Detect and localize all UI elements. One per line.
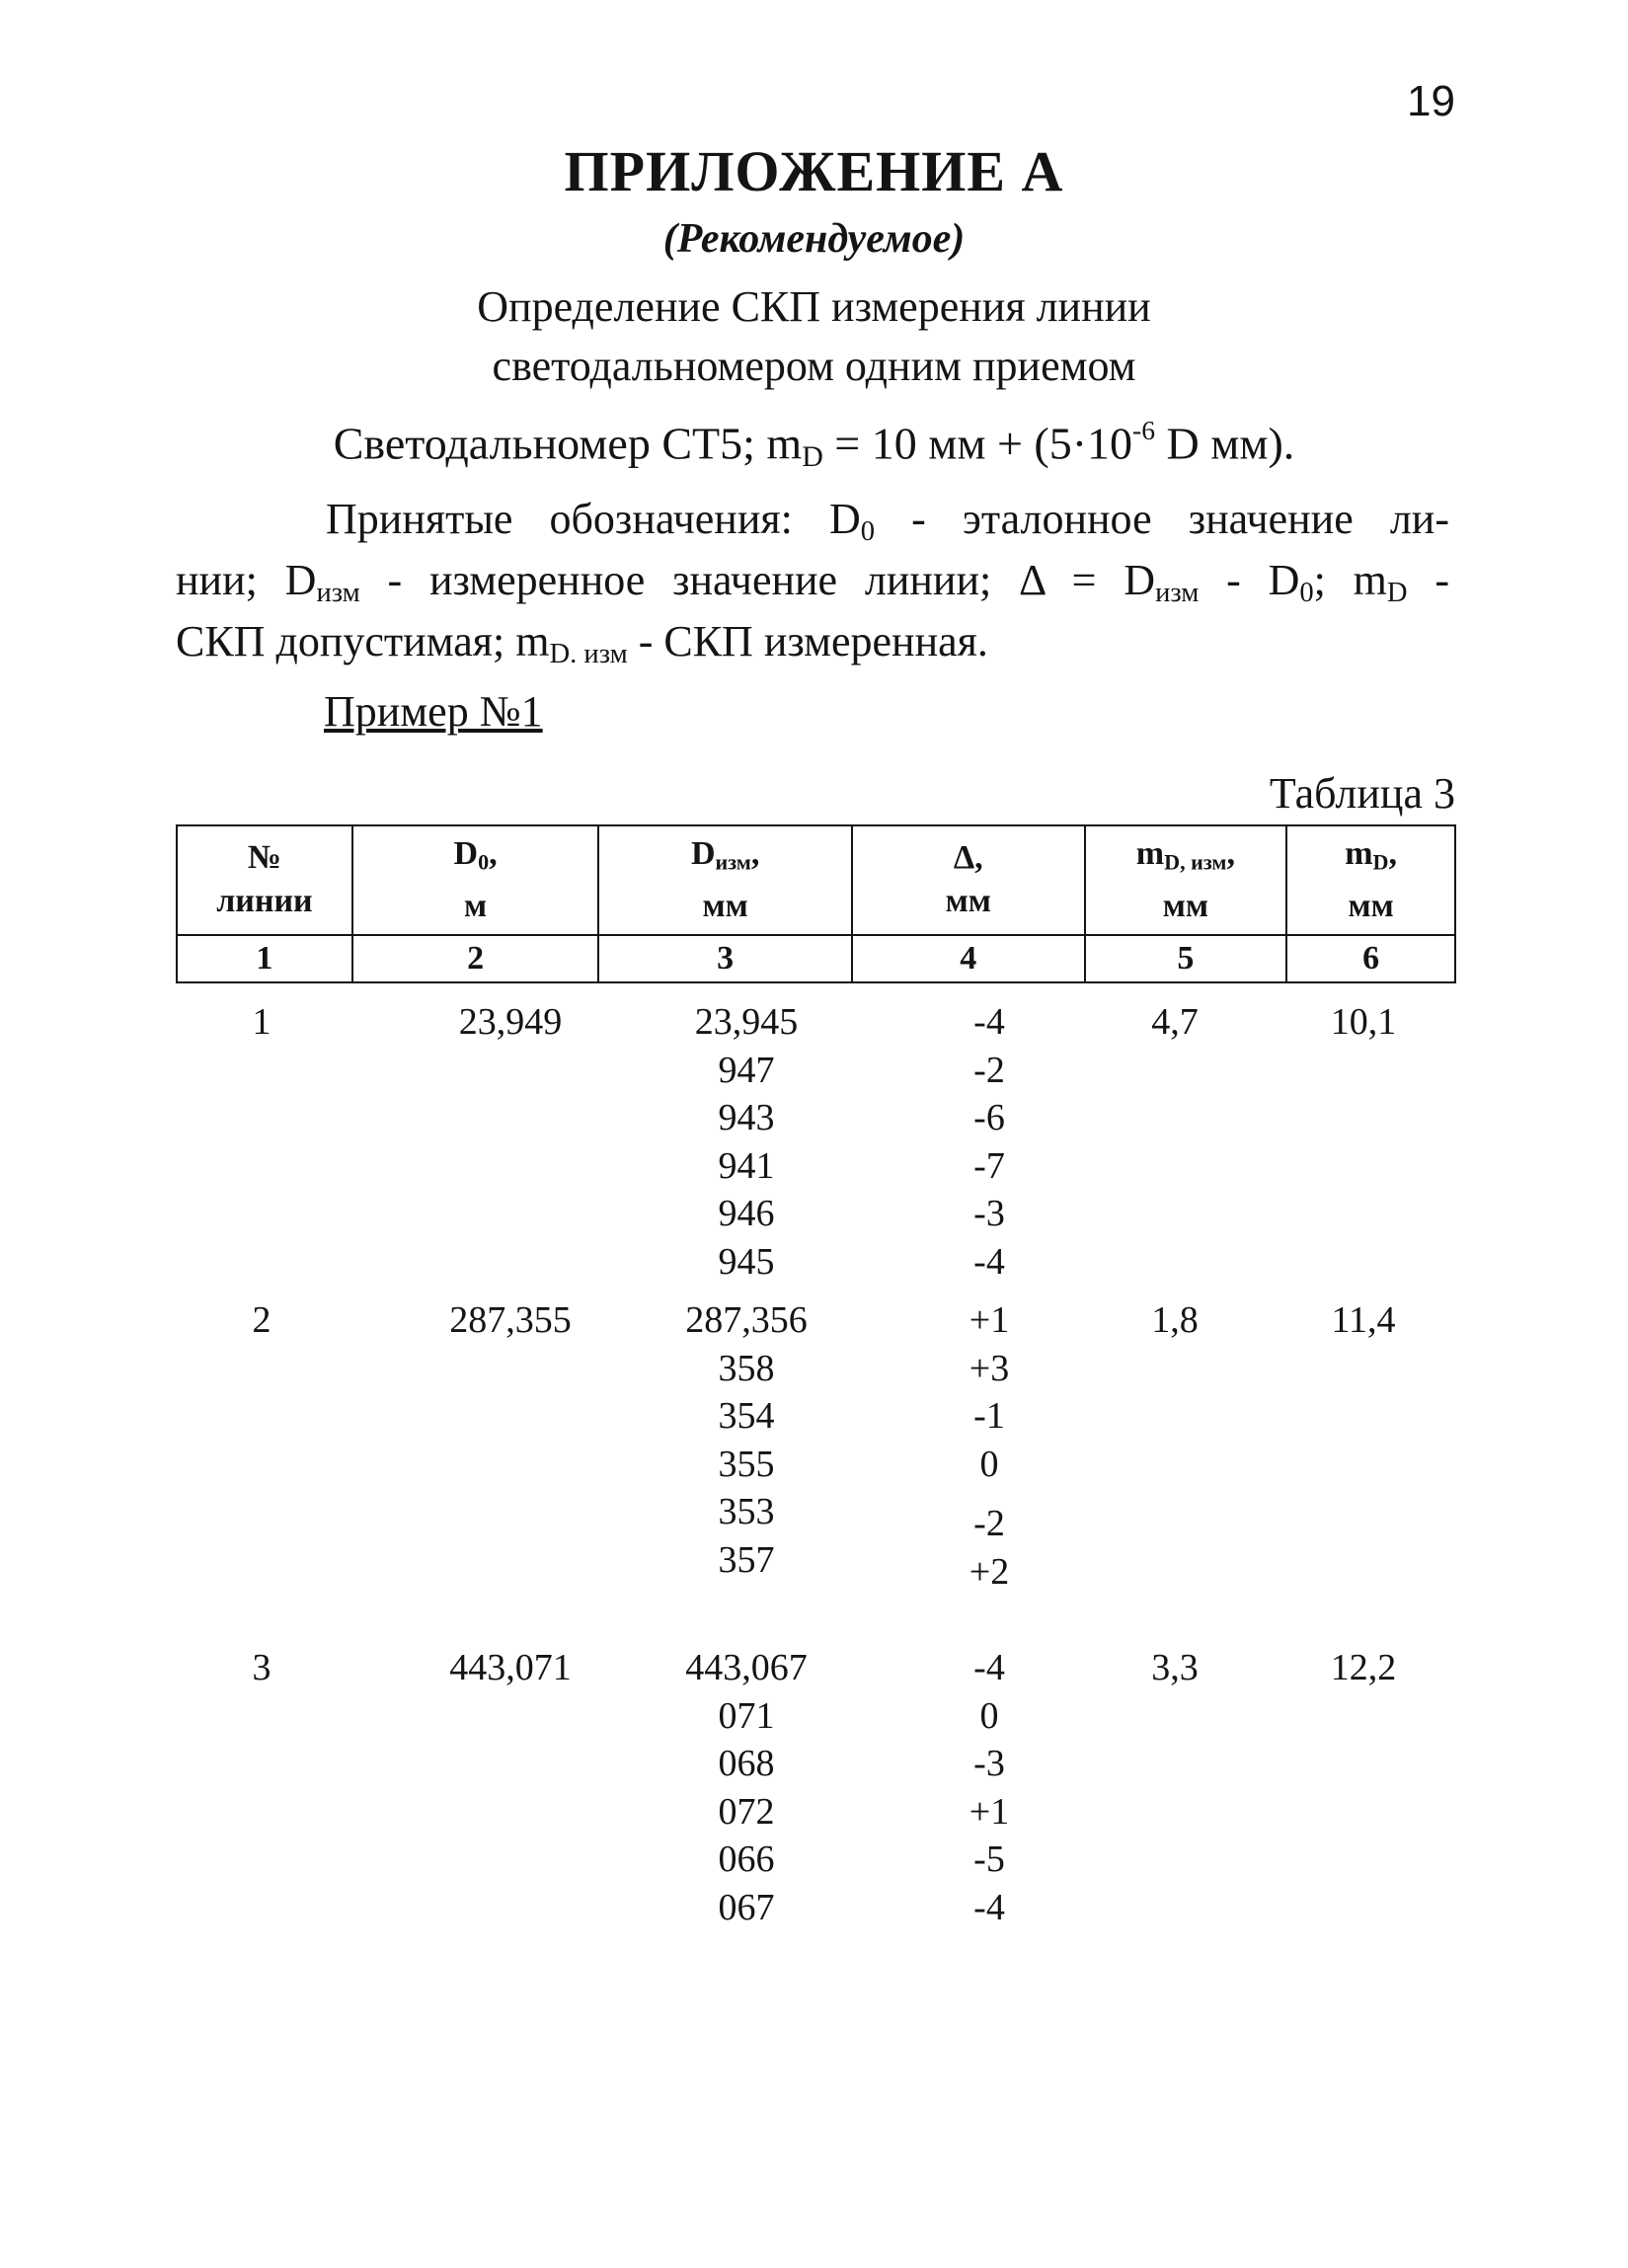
m-dop-cell: 10,1 [1330,1001,1397,1043]
table-header-row [177,825,1455,935]
notation-text: - СКП измеренная. [627,617,988,665]
delta-cell: -1 [973,1395,1005,1437]
formula-mid: = 10 мм + (5·10 [822,418,1133,469]
delta-cell: 0 [979,1443,999,1485]
delta-cell: -4 [973,1647,1005,1688]
formula-suffix: D мм). [1155,418,1295,469]
page-number: 19 [1407,77,1455,125]
header-top: , [1388,835,1397,872]
example-label: Пример №1 [324,687,543,736]
d-izm-cell: 23,945 [694,1001,799,1043]
notation-text: СКП допустимая; m [176,617,550,665]
d-izm-cell: 067 [718,1886,775,1928]
d-izm-cell: 945 [718,1240,775,1283]
notation-sub: D. изм [549,639,628,670]
header-m-dop [1286,825,1455,935]
d-izm-cell: 947 [718,1049,775,1091]
header-d-izm [598,825,852,935]
column-number: 2 [352,935,599,982]
section-heading-line1: Определение СКП измерения линии [477,282,1151,331]
m-izm-cell: 4,7 [1151,1001,1199,1043]
page-title: ПРИЛОЖЕНИЕ А [564,139,1064,203]
notation-line3 [176,611,1449,685]
formula-sup: -6 [1132,415,1156,445]
formula-sub: D [802,439,823,473]
column-number: 6 [1286,935,1455,982]
d-izm-cell: 443,067 [685,1647,808,1688]
delta-cell: +1 [969,1790,1010,1833]
d-izm-cell: 072 [718,1790,775,1833]
notation-text: - D [1199,556,1300,604]
notation-text: - эталонное значение ли- [875,495,1450,543]
header-sub: изм [715,849,751,875]
notation-text: Принятые обозначения: D [326,495,861,543]
d-izm-cell: 354 [718,1395,775,1437]
d-izm-cell: 941 [718,1144,775,1187]
header-bottom: линии [216,883,313,920]
column-number: 3 [598,935,852,982]
header-d0 [352,825,599,935]
d0-cell: 287,355 [449,1299,572,1341]
notation-sub: 0 [860,516,876,548]
header-top: m [1345,835,1373,872]
d-izm-cell: 071 [718,1694,775,1737]
d-izm-cell: 068 [718,1743,775,1784]
table-caption: Таблица 3 [1269,769,1455,818]
header-top: m [1135,835,1165,872]
line-number-cell: 3 [252,1647,271,1688]
notation-sub: D [1386,578,1408,609]
notation-sub: изм [1155,578,1200,609]
d-izm-cell: 287,356 [685,1299,808,1341]
m-dop-cell: 12,2 [1330,1647,1397,1688]
formula-prefix: Светодальномер СТ5; m [333,418,803,469]
delta-cell: -7 [973,1144,1005,1187]
m-dop-cell: 11,4 [1331,1299,1396,1341]
d-izm-cell: 066 [718,1838,775,1880]
header-top: , [489,835,498,872]
section-heading-line2: светодальномером одним приемом [492,342,1136,390]
delta-cell: -3 [973,1193,1005,1234]
notation-text: - [1407,556,1450,604]
header-top: , [1226,835,1235,872]
delta-cell: -5 [973,1838,1005,1880]
d-izm-cell: 946 [718,1193,775,1234]
d-izm-cell: 943 [718,1097,775,1138]
header-sub: 0 [478,849,490,875]
header-bottom: мм [945,883,991,920]
d-izm-cell: 358 [718,1347,775,1389]
delta-cell: 0 [979,1694,999,1737]
header-top: D [453,835,479,872]
measurement-table [176,824,1456,983]
header-sub: D [1372,849,1389,875]
header-bottom: мм [1348,887,1394,924]
delta-cell: +2 [969,1550,1010,1593]
d-izm-cell: 357 [718,1538,775,1581]
header-m-izm [1085,825,1287,935]
column-number-row [177,935,1455,982]
d0-cell: 443,071 [449,1647,572,1688]
header-sub: D, изм [1164,849,1227,875]
column-number: 5 [1085,935,1287,982]
column-number: 1 [177,935,352,982]
m-izm-cell: 3,3 [1151,1647,1199,1688]
notation-text: ; m [1313,556,1387,604]
header-top: D [690,835,716,872]
header-top: № [247,839,281,877]
delta-cell: +1 [969,1299,1010,1341]
line-number-cell: 2 [252,1299,271,1341]
page-subtitle: (Рекомендуемое) [662,216,966,262]
header-bottom: мм [1162,887,1209,924]
formula-line [0,415,1628,474]
delta-cell: -2 [973,1049,1005,1091]
notation-text: нии; D [176,556,317,604]
notation-sub: изм [316,578,360,609]
delta-cell: -4 [973,1886,1005,1928]
delta-cell: -2 [973,1503,1005,1544]
header-top: Δ, [953,839,983,877]
header-delta [852,825,1085,935]
header-bottom: мм [702,887,748,924]
delta-cell: -3 [973,1743,1005,1784]
d0-cell: 23,949 [458,1001,563,1043]
delta-cell: -4 [973,1240,1005,1283]
column-number: 4 [852,935,1085,982]
header-bottom: м [464,887,488,924]
notation-text: - измеренное значение линии; Δ = D [359,556,1156,604]
d-izm-cell: 353 [718,1491,775,1532]
m-izm-cell: 1,8 [1151,1299,1199,1341]
header-top: , [750,835,760,872]
line-number-cell: 1 [252,1001,271,1043]
header-line-number [177,825,352,935]
notation-sub: 0 [1299,578,1314,609]
delta-cell: -6 [973,1097,1005,1138]
delta-cell: -4 [973,1001,1005,1043]
delta-cell: +3 [969,1347,1010,1389]
d-izm-cell: 355 [718,1443,775,1485]
